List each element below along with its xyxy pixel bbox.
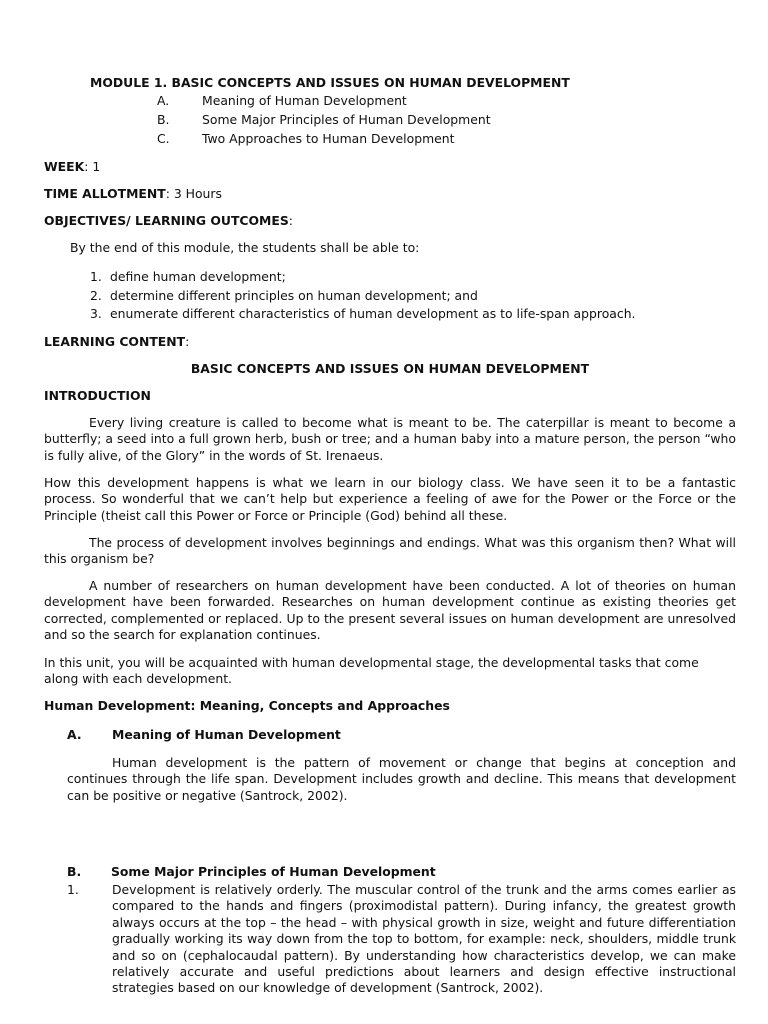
objective-number: 1.	[90, 269, 102, 284]
intro-paragraph-4: A number of researchers on human development have been conducted. A lot of theories on human development have been forwarded. Researches on human development continue as existing theories get corrected, complemented or replaced. Up to the present several issues on human development are unresolved and so the search for explanation continues.	[44, 578, 736, 643]
learning-content-label: LEARNING CONTENT	[44, 334, 186, 349]
section-b-title: Some Major Principles of Human Development	[111, 864, 436, 879]
objectives-label: OBJECTIVES/ LEARNING OUTCOMES	[44, 213, 289, 228]
objective-text: determine different principles on human development; and	[110, 288, 478, 303]
intro-paragraph-3: The process of development involves beginnings and endings. What was this organism then? What will this organism be?	[44, 535, 736, 567]
content-title: BASIC CONCEPTS AND ISSUES ON HUMAN DEVELOPMENT	[190, 361, 590, 376]
week-line	[44, 159, 100, 175]
section-a-text: Human development is the pattern of movement or change that begins at conception and continues through the life span. Development includes growth and decline. This means that development can be positive or negative (Santrock, 2002).	[67, 755, 736, 803]
learning-content-colon: :	[185, 334, 190, 349]
module-title: MODULE 1. BASIC CONCEPTS AND ISSUES ON HUMAN DEVELOPMENT	[90, 75, 570, 90]
time-label: TIME ALLOTMENT	[44, 186, 166, 201]
intro-paragraph-1: Every living creature is called to become what is meant to be. The caterpillar is meant to become a butterfly; a seed into a full grown herb, bush or tree; and a human baby into a mature person, the person “who is fully alive, of the Glory” in the words of St. Irenaeus.	[44, 415, 736, 463]
objective-number: 2.	[90, 288, 102, 303]
learning-content-heading	[44, 334, 189, 350]
time-line	[44, 186, 222, 202]
objectives-heading	[44, 213, 293, 229]
objectives-intro: By the end of this module, the students shall be able to:	[70, 240, 420, 255]
module-item-text: Two Approaches to Human Development	[202, 131, 455, 146]
hd-heading: Human Development: Meaning, Concepts and Approaches	[44, 698, 450, 713]
intro-paragraph-2: How this development happens is what we learn in our biology class. We have seen it to be a fantastic process. So wonderful that we can’t help but experience a feeling of awe for the Power or the Force or the Principle (theist call this Power or Force or Principle (God) behind all these.	[44, 475, 736, 523]
intro-paragraph-5: In this unit, you will be acquainted with human developmental stage, the developmental tasks that come along with each development.	[44, 655, 699, 687]
section-b-label: B.	[67, 864, 82, 879]
objective-text: define human development;	[110, 269, 286, 284]
objective-text: enumerate different characteristics of human development as to life-span approach.	[110, 306, 636, 321]
module-item-text: Some Major Principles of Human Development	[202, 112, 491, 127]
module-item-label: A.	[157, 93, 170, 108]
module-item-text: Meaning of Human Development	[202, 93, 407, 108]
objectives-colon: :	[288, 213, 293, 228]
week-label: WEEK	[44, 159, 85, 174]
week-value: : 1	[84, 159, 101, 174]
module-item-label: B.	[157, 112, 170, 127]
section-a-label: A.	[67, 727, 82, 742]
time-value: : 3 Hours	[165, 186, 222, 201]
principle-number: 1.	[67, 882, 79, 897]
section-a-title: Meaning of Human Development	[112, 727, 341, 742]
objective-number: 3.	[90, 306, 102, 321]
module-item-label: C.	[157, 131, 170, 146]
introduction-heading: INTRODUCTION	[44, 388, 151, 403]
principle-text: Development is relatively orderly. The muscular control of the trunk and the arms comes earlier as compared to the hands and fingers (proximodistal pattern). During infancy, the greatest growth always occurs at the top – the head – with physical growth in size, weight and future differentiation gradually working its way down from the top to bottom, for example: neck, shoulders, middle trunk and so on (cephalocaudal pattern). By understanding how characteristics develop, we can make relatively accurate and useful predictions about learners and design effective instructional strategies based on our knowledge of development (Santrock, 2002).	[112, 882, 736, 996]
